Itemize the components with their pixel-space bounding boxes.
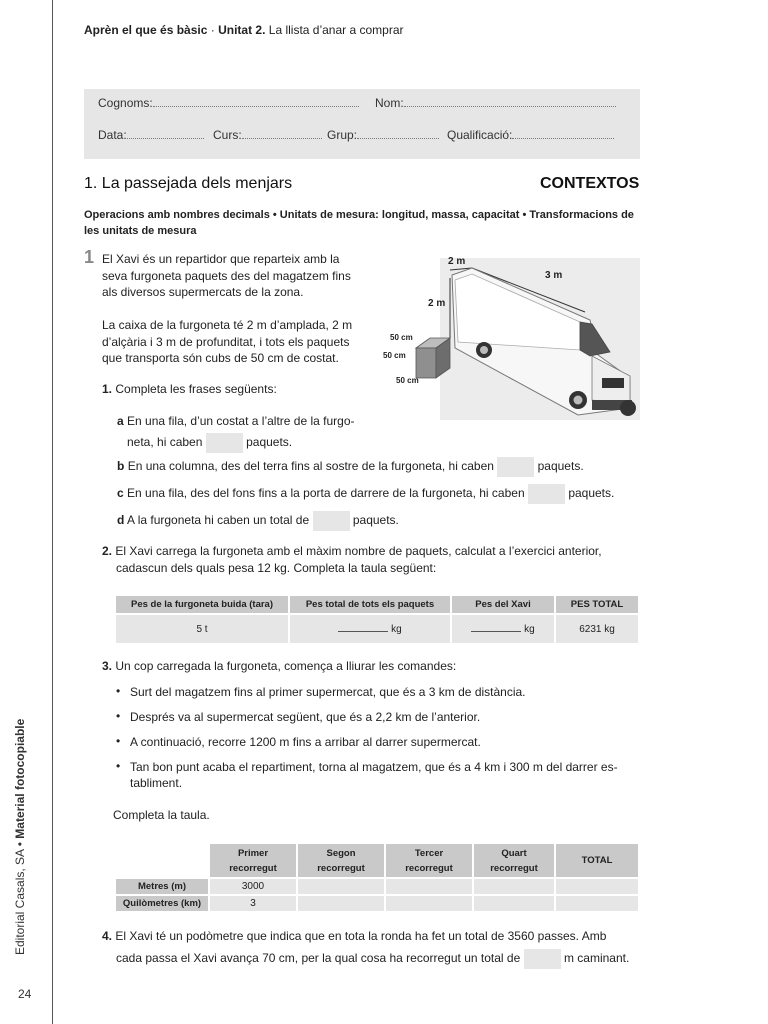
col-quart: Quart recorregut xyxy=(473,843,555,878)
cell-metres-4[interactable] xyxy=(473,878,555,895)
cell-total: 6231 kg xyxy=(555,614,639,644)
nom-label: Nom: xyxy=(375,96,404,110)
cell-metres-3[interactable] xyxy=(385,878,473,895)
section-title: 1. La passejada dels menjars xyxy=(84,175,293,192)
question-3: 3. Un cop carregada la furgoneta, comença a lliurar les comandes: xyxy=(102,659,457,673)
cube-label-bottom: 50 cm xyxy=(396,376,419,385)
row-metres: Metres (m) xyxy=(115,878,209,895)
q1d-answer-box[interactable] xyxy=(313,511,350,531)
cell-km-4[interactable] xyxy=(473,895,555,912)
exercise-number: 1 xyxy=(84,247,95,267)
section-subtitle: Operacions amb nombres decimals • Unitats de mesura: longitud, massa, capacitat • Transformacions de les unitats de mesura xyxy=(84,209,634,237)
question-2: 2. El Xavi carrega la furgoneta amb el màxim nombre de paquets, calculat a l’exercici anterior, xyxy=(102,544,602,558)
question-4-line2: cada passa el Xavi avança 70 cm, per la qual cosa ha recorregut un total de m caminant. xyxy=(116,949,629,969)
complete-table-instruction: Completa la taula. xyxy=(113,808,210,822)
q1a-line2: neta, hi caben paquets. xyxy=(127,433,292,453)
nom-field[interactable] xyxy=(404,96,616,107)
data-field[interactable] xyxy=(127,128,204,139)
col-tercer: Tercer recorregut xyxy=(385,843,473,878)
cognoms-label: Cognoms: xyxy=(98,96,153,110)
van-width-label: 2 m xyxy=(448,256,466,267)
col-primer: Primer recorregut xyxy=(209,843,297,878)
col-total: PES TOTAL xyxy=(555,595,639,614)
qualificacio-label: Qualificació: xyxy=(447,128,513,142)
bullet-3: A continuació, recorre 1200 m fins a arribar al darrer supermercat. xyxy=(130,735,481,749)
question-4: 4. El Xavi té un podòmetre que indica que en tota la ronda ha fet un total de 3560 passes. Amb xyxy=(102,929,607,943)
bullet-1: Surt del magatzem fins al primer supermercat, que és a 3 km de distància. xyxy=(130,685,526,699)
question-2-line2: cadascun dels quals pesa 12 kg. Completa la taula següent: xyxy=(116,561,437,575)
cell-metres-2[interactable] xyxy=(297,878,385,895)
intro-paragraph-1: El Xavi és un repartidor que reparteix amb la seva furgoneta paquets des del magatzem fins als diversos supermercats de la zona. xyxy=(102,252,351,299)
publisher-note: Editorial Casals, SA • Material fotocopiable xyxy=(13,718,27,955)
grup-label: Grup: xyxy=(327,128,358,142)
q1c-answer-box[interactable] xyxy=(528,484,565,504)
q1b-line: b En una columna, des del terra fins al sostre de la furgoneta, hi caben paquets. xyxy=(117,457,584,477)
distance-table xyxy=(114,842,640,913)
cell-km-3[interactable] xyxy=(385,895,473,912)
q1a-line1: a En una fila, d’un costat a l’altre de la furgo- xyxy=(117,414,355,428)
q1a-answer-box[interactable] xyxy=(206,433,243,453)
cognoms-field[interactable] xyxy=(153,96,359,107)
q1b-answer-box[interactable] xyxy=(497,457,534,477)
cube-label-side: 50 cm xyxy=(383,351,406,360)
van-depth-label: 3 m xyxy=(545,270,563,281)
grup-field[interactable] xyxy=(357,128,439,139)
running-header: Aprèn el que és bàsic · Unitat 2. La llista d’anar a comprar xyxy=(84,23,404,37)
question-1: 1. Completa les frases següents: xyxy=(102,382,277,396)
col-xavi: Pes del Xavi xyxy=(451,595,555,614)
cell-tara: 5 t xyxy=(115,614,289,644)
margin-line xyxy=(52,0,53,1024)
intro-paragraph-2: La caixa de la furgoneta té 2 m d’amplada, 2 m d’alçària i 3 m de profunditat, i tots els paquets que transporta són cubs de 50 cm de costat. xyxy=(102,318,353,365)
cell-km-total[interactable] xyxy=(555,895,639,912)
student-info-box xyxy=(84,89,640,159)
curs-field[interactable] xyxy=(242,128,322,139)
page-number: 24 xyxy=(18,987,32,1001)
cell-metres-total[interactable] xyxy=(555,878,639,895)
bullet-2: Després va al supermercat següent, que és a 2,2 km de l’anterior. xyxy=(130,710,481,724)
bullet-4: Tan bon punt acaba el repartiment, torna al magatzem, que és a 4 km i 300 m del darrer es- xyxy=(130,760,618,774)
col-total-dist: TOTAL xyxy=(555,843,639,878)
cell-metres-1: 3000 xyxy=(209,878,297,895)
q1c-line: c En una fila, des del fons fins a la porta de darrere de la furgoneta, hi caben paquets. xyxy=(117,484,614,504)
cell-km-2[interactable] xyxy=(297,895,385,912)
curs-label: Curs: xyxy=(213,128,242,142)
section-tag: CONTEXTOS xyxy=(540,175,640,192)
cube-label-top: 50 cm xyxy=(390,333,413,342)
cell-xavi[interactable]: kg xyxy=(451,614,555,644)
col-tara: Pes de la furgoneta buida (tara) xyxy=(115,595,289,614)
van-height-label: 2 m xyxy=(428,298,446,309)
q1d-line: d A la furgoneta hi caben un total de paquets. xyxy=(117,511,399,531)
cell-km-1: 3 xyxy=(209,895,297,912)
bullet-4-cont: tabliment. xyxy=(130,776,183,790)
col-segon: Segon recorregut xyxy=(297,843,385,878)
col-paquets: Pes total de tots els paquets xyxy=(289,595,451,614)
cell-paquets[interactable]: kg xyxy=(289,614,451,644)
van-illustration xyxy=(380,250,640,425)
data-label: Data: xyxy=(98,128,127,142)
q4-answer-box[interactable] xyxy=(524,949,561,969)
row-quilometres: Quilòmetres (km) xyxy=(115,895,209,912)
qualificacio-field[interactable] xyxy=(512,128,614,139)
weight-table xyxy=(114,594,640,645)
